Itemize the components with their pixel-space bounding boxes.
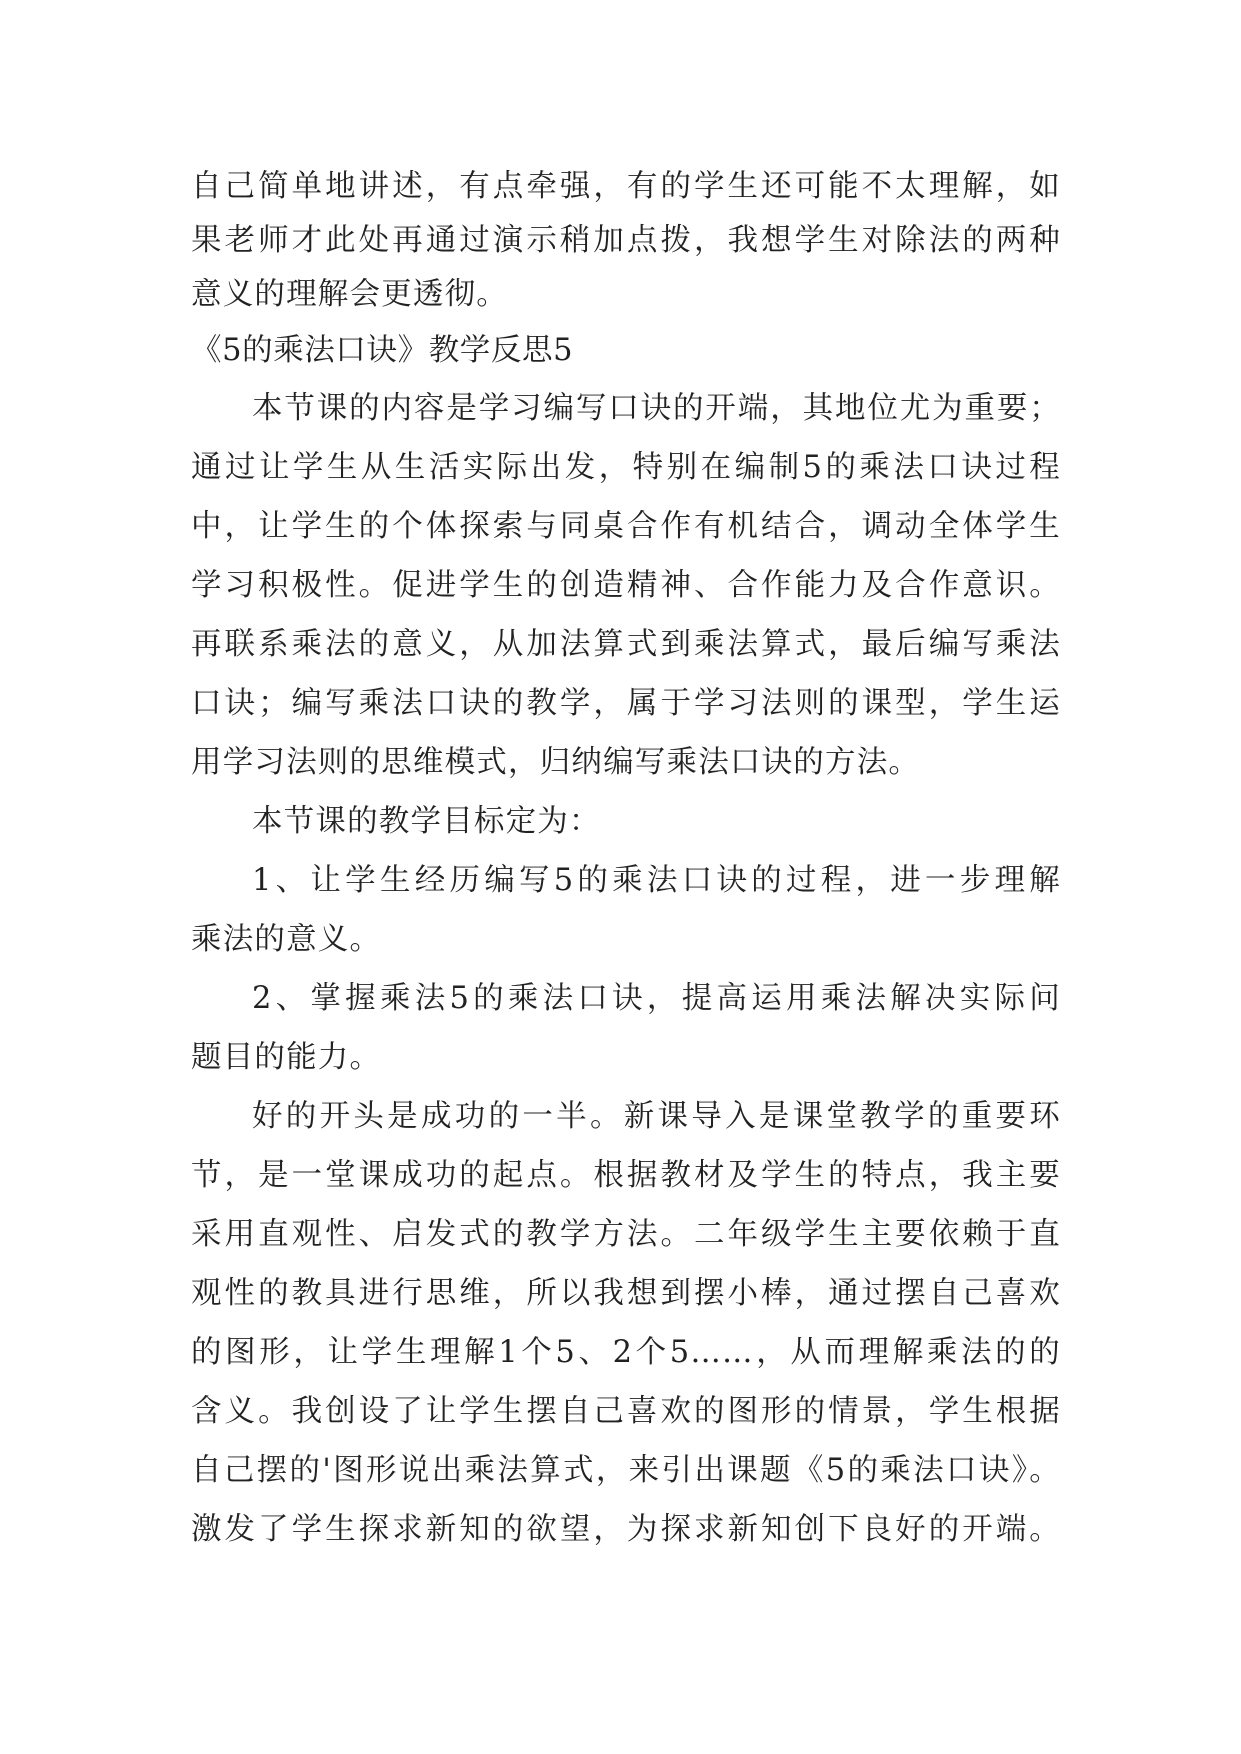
text-line: 题目的能力。 (191, 1040, 382, 1075)
text-line: 口诀；编写乘法口诀的教学，属于学习法则的课型，学生运 (191, 686, 1061, 721)
text-line: 含义。我创设了让学生摆自己喜欢的图形的情景，学生根据 (191, 1394, 1061, 1429)
text-line: 1、让学生经历编写5的乘法口诀的过程，进一步理解 (252, 863, 1061, 898)
text-line: 学习积极性。促进学生的创造精神、合作能力及合作意识。 (191, 568, 1061, 603)
text-line: 果老师才此处再通过演示稍加点拨，我想学生对除法的两种 (191, 223, 1061, 258)
text-line: 中，让学生的个体探索与同桌合作有机结合，调动全体学生 (191, 509, 1061, 544)
text-line: 好的开头是成功的一半。新课导入是课堂教学的重要环 (252, 1099, 1061, 1134)
text-line: 激发了学生探求新知的欲望，为探求新知创下良好的开端。 (191, 1512, 1061, 1547)
text-line: 再联系乘法的意义，从加法算式到乘法算式，最后编写乘法 (191, 627, 1061, 662)
text-line: 乘法的意义。 (191, 922, 382, 957)
section-heading: 《5的乘法口诀》教学反思5 (191, 333, 574, 368)
text-line: 通过让学生从生活实际出发，特别在编制5的乘法口诀过程 (191, 450, 1061, 485)
document-body (191, 160, 1061, 1559)
text-line: 观性的教具进行思维，所以我想到摆小棒，通过摆自己喜欢 (191, 1276, 1061, 1311)
text-line: 2、掌握乘法5的乘法口诀，提高运用乘法解决实际问 (252, 981, 1061, 1016)
text-line: 自己摆的'图形说出乘法算式，来引出课题《5的乘法口诀》。 (191, 1453, 1061, 1488)
text-line: 用学习法则的思维模式，归纳编写乘法口诀的方法。 (191, 745, 921, 780)
text-line: 本节课的教学目标定为： (252, 804, 601, 839)
text-line: 意义的理解会更透彻。 (191, 277, 508, 312)
text-line: 节，是一堂课成功的起点。根据教材及学生的特点，我主要 (191, 1158, 1061, 1193)
text-line: 的图形，让学生理解1个5、2个5……，从而理解乘法的的 (191, 1335, 1061, 1370)
text-line: 本节课的内容是学习编写口诀的开端，其地位尤为重要； (252, 391, 1061, 426)
text-line: 采用直观性、启发式的教学方法。二年级学生主要依赖于直 (191, 1217, 1061, 1252)
text-line: 自己简单地讲述，有点牵强，有的学生还可能不太理解，如 (191, 169, 1061, 204)
